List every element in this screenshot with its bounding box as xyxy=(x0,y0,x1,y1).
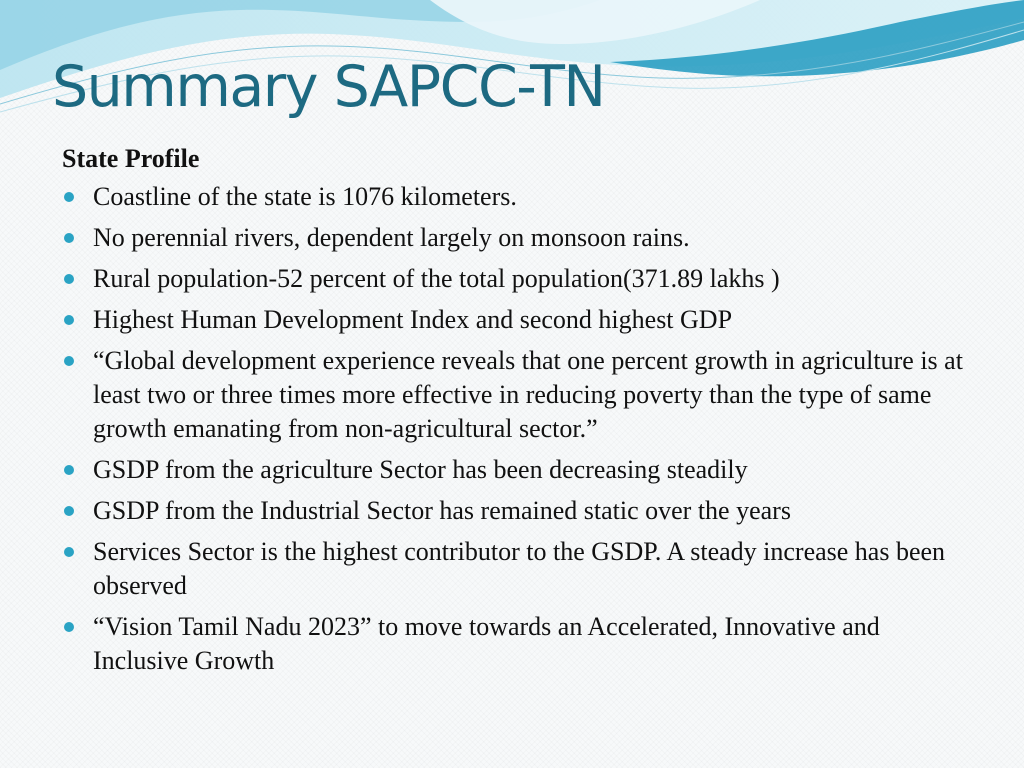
bullet-marker-icon xyxy=(64,465,74,475)
bullet-marker-icon xyxy=(64,506,74,516)
bullet-item-rural-population xyxy=(62,262,972,296)
bullet-text: “Global development experience reveals that one percent growth in agriculture is at least two or three times more effective in reducing poverty than the type of same growth emanating from non-agricultural sector.” xyxy=(93,346,963,443)
bullet-marker-icon xyxy=(64,274,74,284)
bullet-marker-icon xyxy=(64,233,74,243)
bullet-text: GSDP from the Industrial Sector has remained static over the years xyxy=(93,496,791,525)
bullet-text: GSDP from the agriculture Sector has been decreasing steadily xyxy=(93,455,748,484)
bullet-text: No perennial rivers, dependent largely on monsoon rains. xyxy=(93,223,690,252)
section-heading: State Profile xyxy=(62,144,200,173)
bullet-item-hdi xyxy=(62,303,972,337)
slide-title: Summary SAPCC-TN xyxy=(52,54,605,120)
bullet-text: Highest Human Development Index and second highest GDP xyxy=(93,305,733,334)
bullet-marker-icon xyxy=(64,547,74,557)
bullet-list xyxy=(62,180,972,678)
bullet-text: Coastline of the state is 1076 kilometers. xyxy=(93,182,517,211)
bullet-item-global-quote xyxy=(62,344,972,446)
bullet-text: Rural population-52 percent of the total population(371.89 lakhs ) xyxy=(93,264,780,293)
bullet-item-coastline xyxy=(62,180,972,214)
bullet-marker-icon xyxy=(64,315,74,325)
bullet-marker-icon xyxy=(64,356,74,366)
bullet-item-industrial-gsdp xyxy=(62,494,972,528)
bullet-item-agriculture-gsdp xyxy=(62,453,972,487)
bullet-item-rivers xyxy=(62,221,972,255)
bullet-text: Services Sector is the highest contributor to the GSDP. A steady increase has been observed xyxy=(93,537,946,600)
bullet-marker-icon xyxy=(64,192,74,202)
bullet-item-services-gsdp xyxy=(62,535,972,603)
bullet-text: “Vision Tamil Nadu 2023” to move towards an Accelerated, Innovative and Inclusive Growth xyxy=(93,612,880,675)
bullet-item-vision-2023 xyxy=(62,610,972,678)
slide-content xyxy=(62,142,972,685)
bullet-marker-icon xyxy=(64,622,74,632)
